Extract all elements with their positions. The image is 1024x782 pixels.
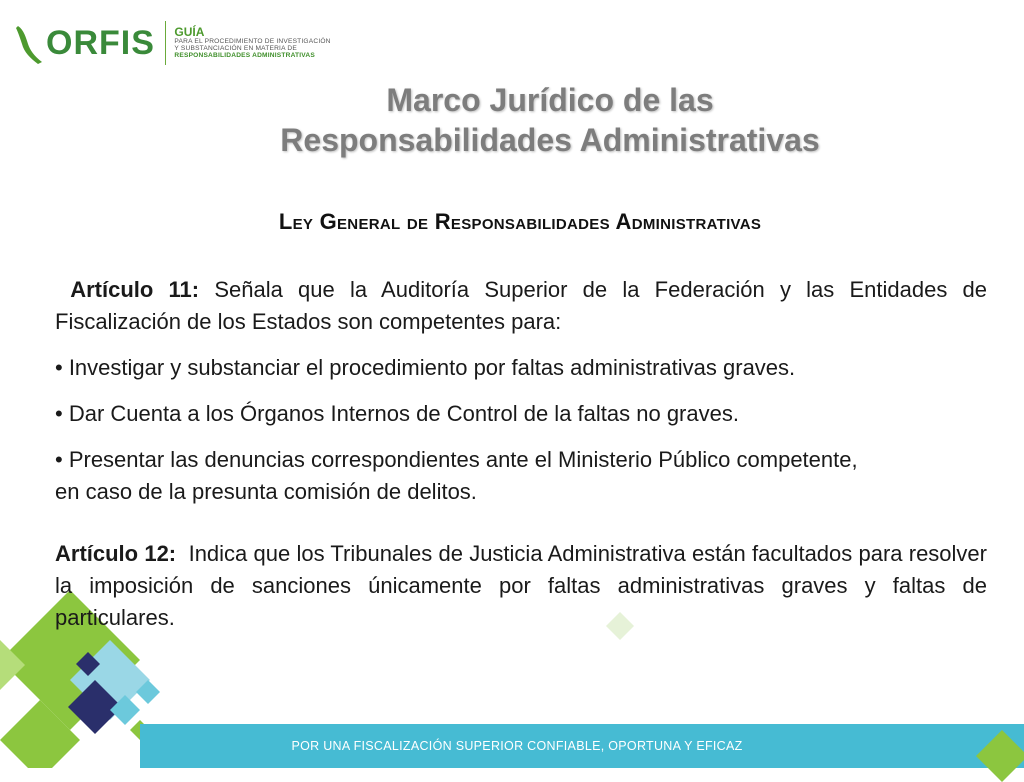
- bullet-item-3: • Presentar las denuncias correspondientes ante el Ministerio Público competente, en caso de la presunta comisión de delitos.: [55, 447, 858, 504]
- guide-line-3: RESPONSABILIDADES ADMINISTRATIVAS: [174, 51, 315, 59]
- bullet-item-1: • Investigar y substanciar el procedimiento por faltas administrativas graves.: [55, 355, 796, 380]
- article-11-paragraph: [55, 274, 987, 338]
- article-12-text: Indica que los Tribunales de Justicia Administrativa están facultados para resolver la imposición de sanciones únicamente por faltas administrativas graves y faltas de particulares.: [55, 541, 994, 630]
- slide-title: [180, 80, 920, 160]
- logo-divider: [165, 21, 167, 65]
- slide-subtitle: Ley General de Responsabilidades Administrativas: [278, 209, 762, 234]
- slide-body: [55, 274, 994, 634]
- orfis-wordmark: ORFIS: [46, 24, 155, 62]
- orfis-logo: [14, 18, 331, 68]
- article-11-text: Señala que la Auditoría Superior de la Federación y las Entidades de Fiscalización de los Estados son competentes para:: [55, 277, 988, 334]
- guide-line-1: PARA EL PROCEDIMIENTO DE INVESTIGACIÓN: [174, 37, 331, 45]
- slide-title-line-1: Marco Jurídico de las: [386, 82, 714, 118]
- guide-title: GUÍA: [174, 25, 205, 40]
- article-12-label: Artículo 12:: [55, 541, 177, 566]
- footer-bar: [140, 724, 1024, 768]
- article-12-paragraph: [55, 538, 994, 634]
- footer-diamond: [976, 730, 1024, 782]
- footer-slogan: POR UNA FISCALIZACIÓN SUPERIOR CONFIABLE, OPORTUNA Y EFICAZ: [291, 739, 743, 753]
- orfis-map-icon: [14, 20, 44, 66]
- article-11-label: Artículo 11:: [70, 277, 200, 302]
- slide-title-line-2: Responsabilidades Administrativas: [280, 122, 820, 158]
- bullet-item-2: • Dar Cuenta a los Órganos Internos de Control de la faltas no graves.: [55, 401, 739, 426]
- footer-diamond-shape: [976, 730, 1024, 782]
- guide-caption: [174, 26, 330, 59]
- guide-line-2: Y SUBSTANCIACIÓN EN MATERIA DE: [174, 44, 297, 52]
